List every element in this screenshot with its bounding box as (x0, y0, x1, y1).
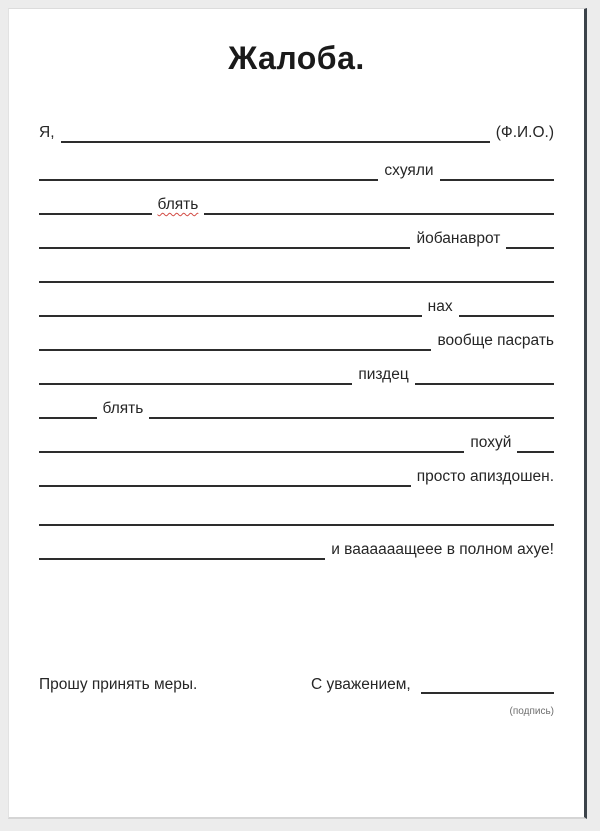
form-line (39, 283, 554, 317)
form-word: йобанаврот (416, 229, 501, 247)
fill-in-blank (39, 281, 554, 283)
form-body (39, 109, 554, 560)
form-word: похуй (470, 433, 512, 451)
form-line (39, 215, 554, 249)
closing-group (311, 676, 554, 695)
form-word: просто апиздошен. (416, 467, 554, 485)
fill-in-blank (39, 315, 422, 317)
form-title: Жалоба. (228, 40, 365, 76)
footer-row (39, 676, 554, 695)
complaint-form-page (8, 8, 587, 819)
form-word: блять (102, 399, 144, 417)
fill-in-blank (39, 417, 97, 419)
form-line (39, 249, 554, 283)
fill-in-blank (39, 179, 378, 181)
form-word: блять (157, 195, 199, 213)
form-word: Я, (39, 123, 55, 141)
form-line (39, 351, 554, 385)
fill-in-blank (415, 383, 554, 385)
signature-blank (421, 692, 554, 694)
form-line (39, 109, 554, 143)
fill-in-blank (39, 451, 464, 453)
form-word: нах (427, 297, 453, 315)
form-line (39, 147, 554, 181)
fill-in-blank (39, 558, 325, 560)
form-line (39, 385, 554, 419)
form-word: вообще пасрать (437, 331, 554, 349)
form-line (39, 526, 554, 560)
form-line (39, 419, 554, 453)
fill-in-blank (149, 417, 554, 419)
fill-in-blank (506, 247, 554, 249)
fill-in-blank (39, 485, 411, 487)
footer-request-text: Прошу принять меры. (39, 676, 198, 693)
form-line (39, 492, 554, 526)
fill-in-blank (517, 451, 554, 453)
form-word: и ваааааащеее в полном ахуе! (331, 540, 554, 558)
form-line (39, 317, 554, 351)
fill-in-blank (61, 141, 490, 143)
fill-in-blank (39, 213, 152, 215)
fill-in-blank (39, 383, 352, 385)
signature-caption: (подпись) (509, 706, 554, 718)
fill-in-blank (39, 247, 410, 249)
fill-in-blank (39, 349, 431, 351)
fill-in-blank (39, 524, 554, 526)
form-word: пиздец (358, 365, 409, 383)
form-line (39, 453, 554, 487)
form-word: схуяли (384, 161, 434, 179)
fill-in-blank (459, 315, 554, 317)
fill-in-blank (440, 179, 554, 181)
form-word: (Ф.И.О.) (495, 123, 554, 141)
closing-phrase: С уважением, (311, 676, 411, 693)
form-line (39, 181, 554, 215)
fill-in-blank (204, 213, 554, 215)
